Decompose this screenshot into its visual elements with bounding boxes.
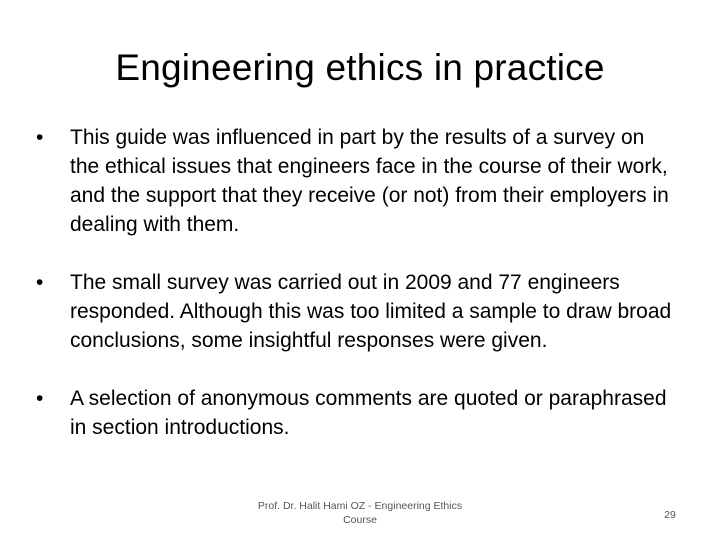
bullet-marker: •: [36, 126, 44, 149]
bullet-item: [36, 123, 676, 239]
bullet-marker: •: [36, 387, 44, 410]
slide-title: Engineering ethics in practice: [115, 47, 605, 88]
bullet-text: A selection of anonymous comments are quoted or paraphrased in section introductions.: [70, 387, 667, 439]
bullet-marker: •: [36, 271, 44, 294]
bullet-item: [36, 268, 676, 355]
slide-footer: Prof. Dr. Halit Hami OZ - Engineering Ethics Course: [257, 500, 463, 526]
page-number: 29: [664, 509, 676, 521]
bullet-item: [36, 384, 676, 442]
bullet-text: This guide was influenced in part by the results of a survey on the ethical issues that engineers face in the course of their work, and the support that they receive (or not) from their employers in dealing with them.: [70, 126, 669, 236]
bullet-text: The small survey was carried out in 2009 and 77 engineers responded. Although this was too limited a sample to draw broad conclusions, some insightful responses were given.: [70, 271, 672, 352]
bullet-list: [36, 123, 676, 471]
